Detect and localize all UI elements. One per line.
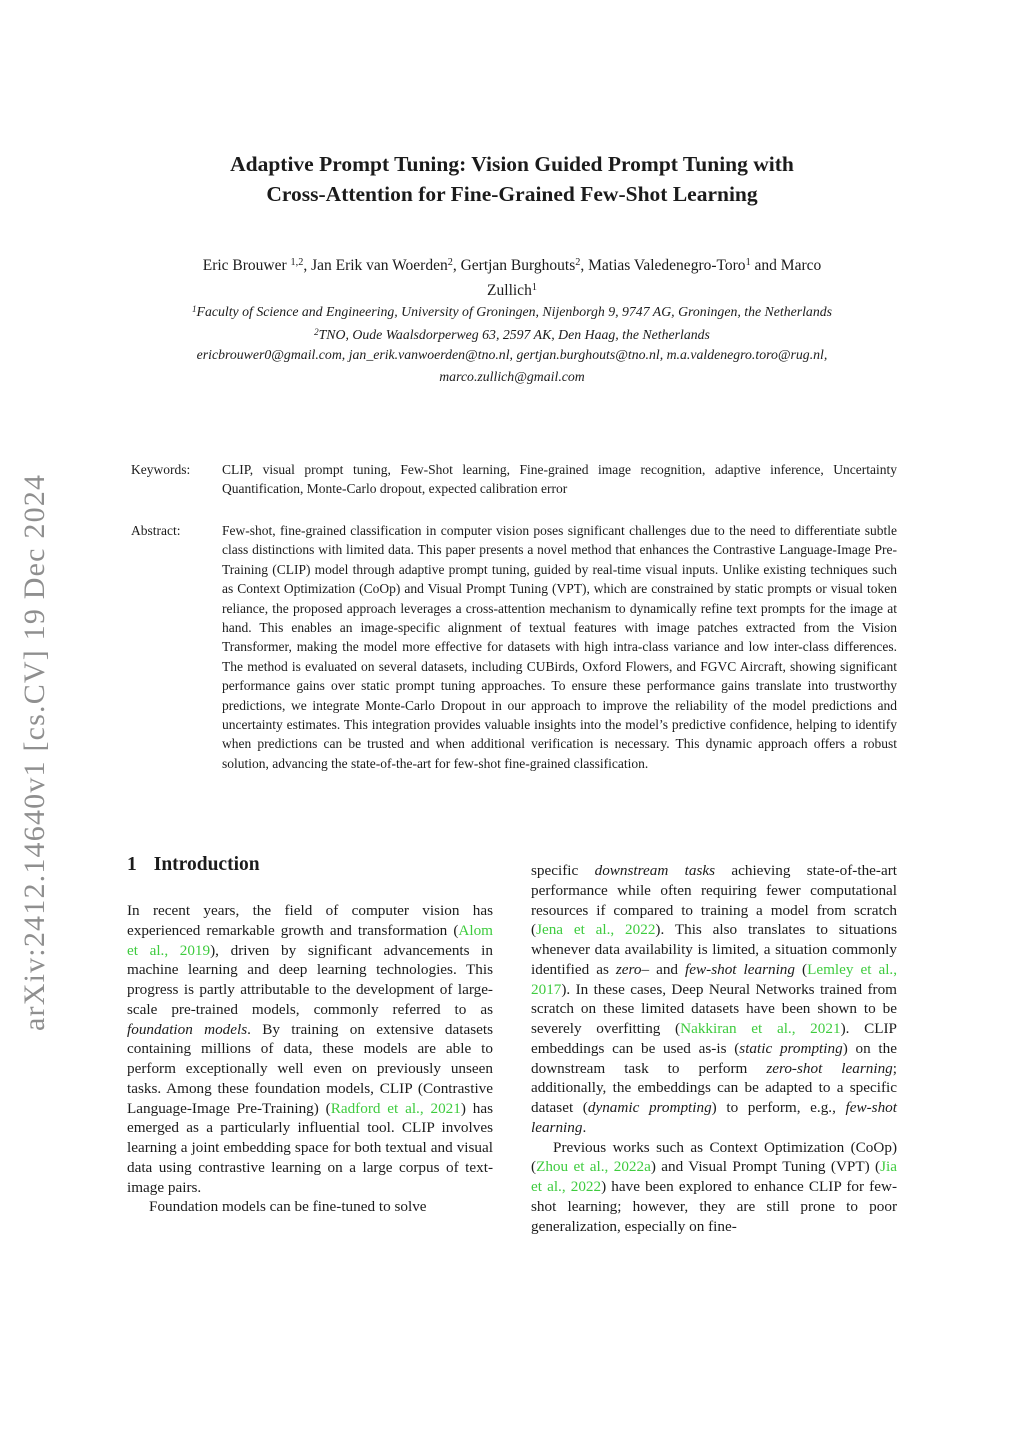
keywords-text: CLIP, visual prompt tuning, Few-Shot learning, Fine-grained image recognition, adaptive inference, Uncertainty Quantification, Monte-Carlo dropout, expected calibration error	[222, 462, 897, 497]
text-run: TNO, Oude Waalsdorperweg 63, 2597 AK, Den Haag, the Netherlands	[318, 327, 710, 342]
text-run: , Jan Erik van Woerden	[303, 257, 448, 274]
text-run: ). CLIP embeddings can be used as-is (	[531, 1020, 898, 1057]
author-list	[127, 254, 897, 304]
italic-text: few-shot learning	[531, 1099, 897, 1136]
affiliation-1	[127, 301, 897, 324]
text-run: .	[582, 1118, 587, 1136]
text-run: In recent years, the field of computer vision has experienced remarkable growth and transformation (	[127, 902, 493, 939]
arxiv-watermark: arXiv:2412.14640v1 [cs.CV] 19 Dec 2024	[18, 473, 51, 1031]
intro-left-column	[127, 901, 493, 1217]
italic-text: few-shot learning	[685, 960, 795, 978]
author-line-1	[127, 254, 897, 279]
text-run: ), driven by significant advancements in machine learning and deep learning technologies. This progress is partly attributable to the development of large-scale pre-trained models, commonly referred to as	[127, 941, 493, 1018]
italic-text: static prompting	[739, 1039, 843, 1057]
text-run: , Matias Valedenegro-Toro	[580, 257, 746, 274]
citation-link[interactable]: Radford et al., 2021	[330, 1099, 461, 1117]
text-run: ; additionally, the embeddings can be adapted to a specific dataset (	[531, 1059, 897, 1116]
superscript: 1	[745, 257, 751, 269]
affiliations	[127, 301, 897, 347]
italic-text: dynamic prompting	[587, 1099, 712, 1116]
citation-link[interactable]: Jena et al., 2022	[536, 921, 656, 939]
author-emails-line1: ericbrouwer0@gmail.com, jan_erik.vanwoerden@tno.nl, gertjan.burghouts@tno.nl, m.a.valdenegro.toro@rug.nl,	[196, 347, 828, 362]
text-run: and Marco	[750, 257, 822, 274]
superscript: 2	[314, 326, 319, 337]
intro-paragraph-2	[127, 1197, 493, 1217]
text-run: (	[795, 960, 808, 978]
text-run: and	[649, 960, 686, 978]
paper-title-line1: Adaptive Prompt Tuning: Vision Guided Prompt Tuning with	[230, 152, 794, 176]
text-run: Previous works such as Context Optimization (CoOp) (	[531, 1138, 897, 1176]
text-run: ) and Visual Prompt Tuning (VPT) (	[650, 1158, 881, 1176]
abstract-text: Few-shot, fine-grained classification in computer vision poses significant challenges due to the need to differentiate subtle class distinctions with limited data. This paper presents a novel method that enhances the Contrastive Language-Image Pre-Training (CLIP) model through adaptive prompt tuning, guided by real-time visual inputs. Unlike existing techniques such as Context Optimization (CoOp) and Visual Prompt Tuning (VPT), which are constrained by static prompts or visual token reliance, the proposed approach leverages a cross-attention mechanism to dynamically refine text prompts for the image at hand. This enables an image-specific alignment of textual features with image patches extracted from the Vision Transformer, making the model more effective for datasets with high intra-class variance and low inter-class differences. The method is evaluated on several datasets, including CUBirds, Oxford Flowers, and FGVC Aircraft, showing significant performance gains over static prompt tuning approaches. To ensure these performance gains translate into trustworthy predictions, we integrate Monte-Carlo Dropout in our approach to improve the reliability of the model predictions and uncertainty estimates. This integration provides valuable insights into the model’s predictive confidence, helping to identify when predictions can be trusted and when additional verification is necessary. This dynamic approach offers a robust solution, advancing the state-of-the-art for few-shot fine-grained classification.	[222, 523, 897, 771]
citation-link[interactable]: Lemley et al., 2017	[531, 960, 898, 998]
italic-text: downstream tasks	[594, 862, 716, 879]
citation-link[interactable]: Nakkiran et al., 2021	[680, 1020, 841, 1037]
section-number: 1	[127, 854, 137, 875]
intro-paragraph-3	[531, 861, 897, 1138]
intro-paragraph-4	[531, 1138, 897, 1237]
paper-title	[127, 149, 897, 209]
abstract-label: Abstract:	[131, 523, 181, 538]
text-run: specific	[531, 862, 595, 879]
keywords-block	[131, 460, 897, 499]
author-emails-line2: marco.zullich@gmail.com	[439, 369, 585, 384]
italic-text: foundation models	[127, 1020, 248, 1038]
text-run: ). This also translates to situations whenever data availability is limited, a situation commonly identified as	[531, 921, 897, 978]
citation-link[interactable]: Alom et al., 2019	[127, 921, 493, 959]
text-run: . By training on extensive datasets containing millions of data, these models are able to perform exceptionally well even on previously unseen tasks. Among these foundation models, CLIP (Contrastive Language-Image Pre-Training) (	[127, 1020, 493, 1117]
text-run: ) on the downstream task to perform	[531, 1039, 897, 1077]
text-run: ) to perform, e.g.,	[711, 1099, 846, 1116]
text-run: ). In these cases, Deep Neural Networks trained from scratch on these limited datasets have been shown to be severely overfitting (	[531, 980, 897, 1037]
abstract-block	[131, 521, 897, 773]
text-run: ) has emerged as a particularly influential tool. CLIP involves learning a joint embedding space for both textual and visual data using contrastive learning on a large corpus of text-image pairs.	[127, 1099, 493, 1196]
section-heading-introduction	[127, 853, 493, 877]
superscript: 1	[192, 303, 197, 314]
intro-paragraph-1	[127, 901, 493, 1197]
text-run: Eric Brouwer	[202, 257, 291, 274]
italic-text: zero–	[615, 960, 650, 978]
superscript: 2	[575, 257, 581, 269]
superscript: 1	[531, 282, 537, 294]
text-run: achieving state-of-the-art performance while often requiring fewer computational resources if compared to training a model from scratch (	[531, 862, 897, 939]
citation-link[interactable]: Jia et al., 2022	[531, 1158, 897, 1195]
paper-title-line2: Cross-Attention for Fine-Grained Few-Shot Learning	[266, 182, 758, 206]
text-run: ) have been explored to enhance CLIP for few-shot learning; however, they are still prone to poor generalization, especially on fine-	[531, 1178, 898, 1235]
keywords-label: Keywords:	[131, 462, 191, 477]
text-run: Faculty of Science and Engineering, University of Groningen, Nijenborgh 9, 9747 AG, Groningen, the Netherlands	[196, 304, 832, 319]
text-run: Foundation models can be fine-tuned to solve	[149, 1198, 427, 1216]
citation-link[interactable]: Zhou et al., 2022a	[536, 1158, 651, 1176]
text-run: Zullich	[487, 282, 532, 299]
intro-right-column	[531, 861, 897, 1236]
superscript: 1,2	[290, 257, 304, 269]
text-run: , Gertjan Burghouts	[452, 257, 576, 274]
author-emails	[127, 344, 897, 388]
italic-text: zero-shot learning	[766, 1059, 893, 1077]
superscript: 2	[447, 257, 453, 269]
section-title: Introduction	[153, 854, 260, 875]
